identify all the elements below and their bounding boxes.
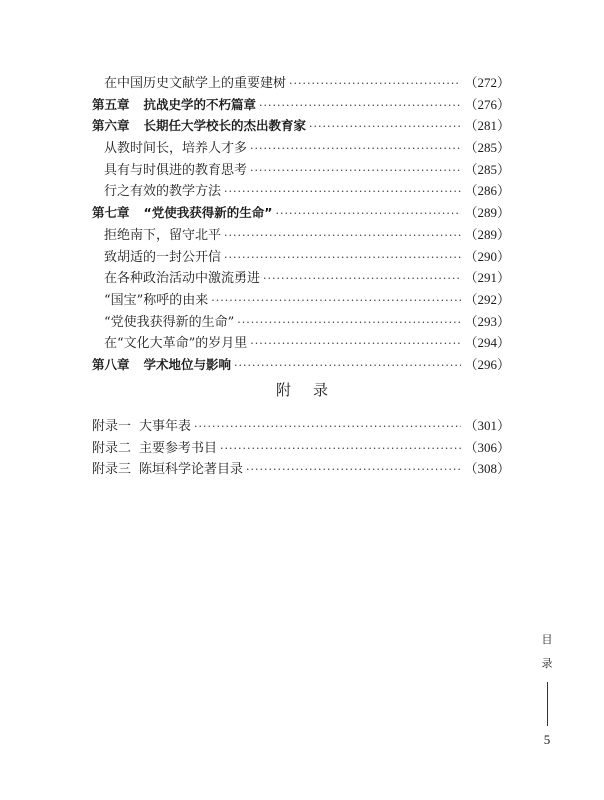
leader-dots [246, 463, 461, 476]
toc-entry-page: （272） [464, 75, 510, 90]
toc-entry-label: 在中国历史文献学上的重要建树 [104, 76, 287, 91]
appendix-heading: 附录 [275, 381, 350, 399]
chapter-title: “党使我获得新的生命” [143, 205, 273, 221]
toc-entry-page: （285） [464, 140, 510, 156]
leader-dots [237, 316, 461, 329]
chapter-number: 第六章 [92, 118, 130, 134]
toc-entry[interactable] [92, 137, 510, 159]
toc-entry-label: “党使我获得新的生命” [104, 314, 235, 330]
chapter-number: 第五章 [92, 96, 130, 112]
toc-entry-label: “国宝”称呼的由来 [104, 292, 209, 308]
appendix-title: 大事年表 [139, 419, 192, 434]
toc-chapter[interactable] [92, 202, 510, 224]
toc-chapter[interactable] [92, 115, 510, 137]
toc-entry-page: （296） [464, 356, 510, 372]
side-margin-label [532, 628, 562, 748]
appendix-entry[interactable] [92, 458, 510, 480]
toc-chapter-label [92, 116, 306, 134]
toc-entry-page: （286） [464, 183, 510, 199]
leader-dots [250, 164, 461, 177]
leader-dots [289, 77, 461, 90]
toc-chapter-label [92, 355, 231, 373]
appendix-number: 附录一 [92, 419, 132, 434]
appendix-entry-label [92, 458, 243, 477]
toc-entry[interactable] [92, 246, 510, 268]
appendix-entry-page: （306） [464, 439, 510, 455]
appendix-entry-label [92, 437, 217, 456]
appendix-number: 附录二 [92, 440, 132, 456]
toc-entry-page: （276） [464, 96, 510, 112]
toc-entry-label: 致胡适的一封公开信 [104, 249, 222, 265]
leader-dots [275, 207, 461, 220]
toc-entry-label: 行之有效的教学方法 [104, 184, 222, 200]
leader-dots [211, 294, 461, 307]
chapter-title: 学术地位与影响 [143, 356, 232, 372]
toc-entry-page: （293） [464, 313, 510, 329]
chapter-number: 第八章 [92, 356, 130, 372]
toc-entry[interactable] [92, 180, 510, 202]
appendix-title: 陈垣科学论著目录 [139, 462, 244, 478]
toc-entry[interactable] [92, 311, 510, 333]
toc-entry[interactable] [92, 72, 510, 94]
leader-dots [250, 142, 461, 155]
appendix-entry[interactable] [92, 437, 510, 459]
appendix-entry-label [92, 415, 191, 434]
toc-entry-page: （289） [464, 205, 510, 221]
leader-dots [263, 272, 461, 285]
appendix-entry-page: （301） [464, 418, 510, 433]
toc-entry-label: 从教时间长，培养人才多 [104, 141, 248, 157]
chapter-title: 抗战史学的不朽篇章 [143, 96, 257, 112]
toc-chapter[interactable] [92, 94, 510, 116]
toc-entry[interactable] [92, 332, 510, 354]
toc-entry-page: （290） [464, 248, 510, 264]
leader-dots [250, 337, 461, 350]
chapter-number: 第七章 [92, 205, 130, 221]
toc-chapter-label [92, 95, 256, 113]
toc-entry-label: 具有与时俱进的教育思考 [104, 162, 248, 178]
toc-entry[interactable] [92, 159, 510, 181]
toc-entry-label: 在各种政治活动中激流勇进 [104, 271, 261, 287]
toc-chapter[interactable] [92, 354, 510, 376]
toc-entry-page: （294） [464, 335, 510, 351]
toc-chapter-label [92, 203, 272, 221]
toc-list [92, 72, 510, 376]
leader-dots [194, 420, 461, 433]
toc-entry-label: 拒绝南下，留守北平 [104, 227, 222, 243]
page-number: 5 [543, 732, 551, 747]
side-char-mu: 目 [541, 633, 553, 646]
appendix-entry[interactable] [92, 415, 510, 437]
side-divider-line [547, 682, 548, 726]
toc-entry-page: （289） [464, 226, 510, 242]
appendix-title: 主要参考书目 [139, 440, 218, 456]
leader-dots [224, 251, 461, 264]
leader-dots [309, 120, 461, 133]
leader-dots [224, 185, 461, 198]
toc-entry-page: （291） [464, 270, 510, 286]
toc-entry[interactable] [92, 267, 510, 289]
toc-entry[interactable] [92, 224, 510, 246]
toc-entry-page: （281） [464, 118, 510, 134]
toc-entry[interactable] [92, 289, 510, 311]
chapter-title: 长期任大学校长的杰出教育家 [143, 118, 307, 134]
leader-dots [234, 359, 461, 372]
appendix-entry-page: （308） [464, 461, 510, 477]
leader-dots [220, 442, 461, 455]
appendix-number: 附录三 [92, 462, 132, 478]
leader-dots [259, 99, 461, 112]
appendix-list [92, 415, 510, 480]
side-char-lu: 录 [541, 657, 553, 670]
leader-dots [224, 229, 461, 242]
toc-entry-label: 在“文化大革命”的岁月里 [104, 336, 248, 352]
toc-entry-page: （285） [464, 161, 510, 177]
toc-entry-page: （292） [464, 291, 510, 307]
